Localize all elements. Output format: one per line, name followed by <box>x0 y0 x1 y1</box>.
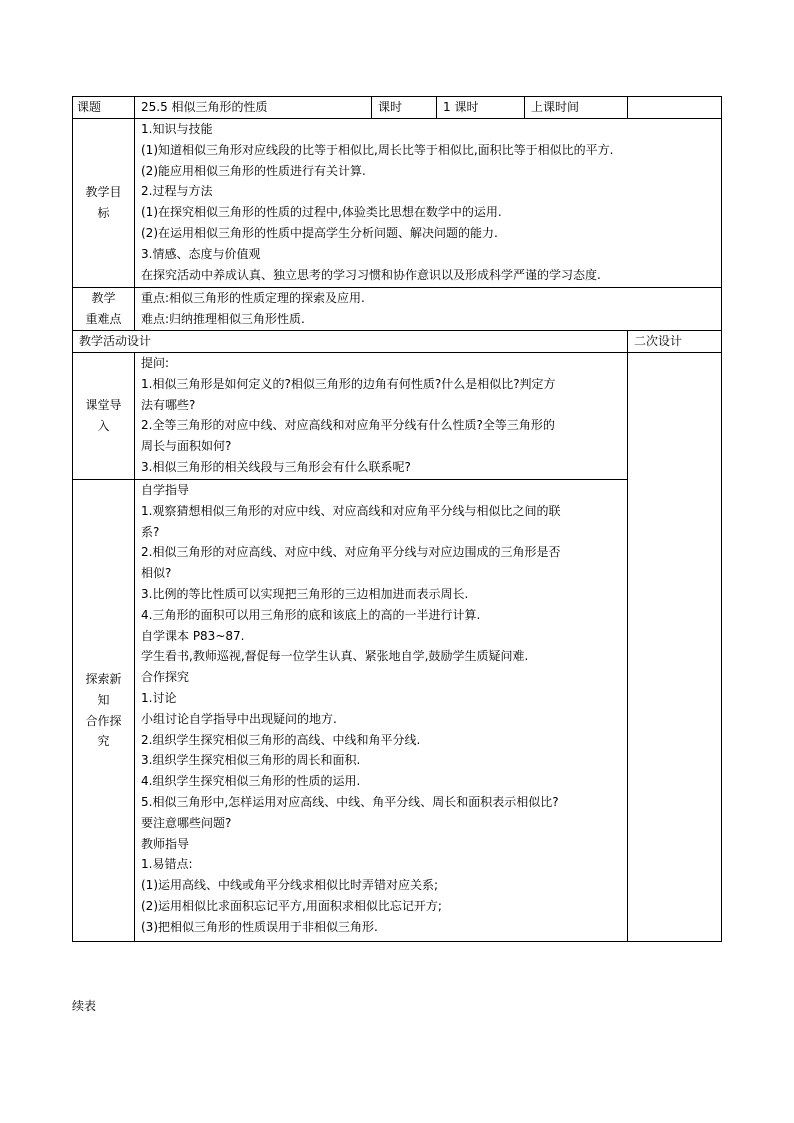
continued-label: 续表 <box>72 999 97 1013</box>
intro-label: 课堂导 入 <box>73 353 135 480</box>
explore-row <box>73 480 722 942</box>
explore-label: 探索新 知 合作探 究 <box>73 480 135 942</box>
explore-content <box>135 480 628 942</box>
explore-line: 1.观察猜想相似三角形的对应中线、对应高线和对应角平分线与相似比之间的联 <box>141 503 561 518</box>
class-time-label: 上课时间 <box>525 97 628 119</box>
objective-line: (2)在运用相似三角形的性质中提高学生分析问题、解决问题的能力. <box>141 225 498 240</box>
second-design-column <box>628 353 722 942</box>
intro-line: 周长与面积如何? <box>141 439 232 454</box>
keypoint-line: 重点:相似三角形的性质定理的探索及应用. <box>141 291 365 305</box>
explore-line: 小组讨论自学指导中出现疑问的地方. <box>141 711 337 726</box>
explore-line: 2.相似三角形的对应高线、对应中线、对应角平分线与对应边围成的三角形是否 <box>141 545 561 560</box>
activity-header-row <box>73 331 722 353</box>
objective-line: (2)能应用相似三角形的性质进行有关计算. <box>141 163 366 178</box>
class-time-value <box>628 97 722 119</box>
keypoints-row <box>73 288 722 331</box>
intro-line: 3.相似三角形的相关线段与三角形会有什么联系呢? <box>141 459 411 474</box>
explore-line: 3.组织学生探究相似三角形的周长和面积. <box>141 753 361 768</box>
objective-line: 3.情感、态度与价值观 <box>141 246 261 261</box>
explore-line: (1)运用高线、中线或角平分线求相似比时弄错对应关系; <box>141 878 439 893</box>
explore-line: 1.讨论 <box>141 690 177 705</box>
intro-row <box>73 353 722 480</box>
second-design-label: 二次设计 <box>628 331 722 353</box>
intro-line: 提问: <box>141 356 170 370</box>
objective-line: 2.过程与方法 <box>141 184 213 199</box>
header-row <box>73 97 722 119</box>
intro-content <box>135 353 628 480</box>
objective-line: (1)在探究相似三角形的性质的过程中,体验类比思想在数学中的运用. <box>141 205 502 220</box>
objectives-label: 教学目 标 <box>73 119 135 288</box>
explore-line: 2.组织学生探究相似三角形的高线、中线和角平分线. <box>141 732 421 747</box>
explore-line: 教师指导 <box>141 836 190 851</box>
explore-line: 1.易错点: <box>141 857 193 872</box>
explore-line: 5.相似三角形中,怎样运用对应高线、中线、角平分线、周长和面积表示相似比? <box>141 794 559 809</box>
explore-line: 合作探究 <box>141 670 190 685</box>
explore-line: 要注意哪些问题? <box>141 815 232 830</box>
objective-line: 在探究活动中养成认真、独立思考的学习习惯和协作意识以及形成科学严谨的学习态度. <box>141 267 601 282</box>
intro-line: 法有哪些? <box>141 397 196 412</box>
keypoints-content <box>135 288 722 331</box>
objective-line: 1.知识与技能 <box>141 122 213 136</box>
topic-value: 25.5 相似三角形的性质 <box>135 97 372 119</box>
intro-line: 2.全等三角形的对应中线、对应高线和对应角平分线有什么性质?全等三角形的 <box>141 418 555 433</box>
explore-line: 学生看书,教师巡视,督促每一位学生认真、紧张地自学,鼓励学生质疑问难. <box>141 649 529 664</box>
period-value: 1 课时 <box>437 97 525 119</box>
intro-line: 1.相似三角形是如何定义的?相似三角形的边角有何性质?什么是相似比?判定方 <box>141 376 556 391</box>
lesson-plan-table <box>72 96 722 942</box>
explore-line: 3.比例的等比性质可以实现把三角形的三边相加进而表示周长. <box>141 586 469 601</box>
explore-line: 自学课本 P83~87. <box>141 628 245 643</box>
period-label: 课时 <box>372 97 437 119</box>
objectives-row <box>73 119 722 288</box>
activity-title: 教学活动设计 <box>73 331 628 353</box>
explore-line: (3)把相似三角形的性质误用于非相似三角形. <box>141 919 378 934</box>
explore-line: 相似? <box>141 566 172 581</box>
explore-line: 4.组织学生探究相似三角形的性质的运用. <box>141 774 361 789</box>
keypoint-line: 难点:归纳推理相似三角形性质. <box>141 311 305 326</box>
objective-line: (1)知道相似三角形对应线段的比等于相似比,周长比等于相似比,面积比等于相似比的平方. <box>141 142 614 157</box>
explore-line: (2)运用相似比求面积忘记平方,用面积求相似比忘记开方; <box>141 898 442 913</box>
explore-line: 系? <box>141 524 160 539</box>
topic-label: 课题 <box>73 97 135 119</box>
objectives-content <box>135 119 722 288</box>
keypoints-label: 教学 重难点 <box>73 288 135 331</box>
explore-line: 自学指导 <box>141 483 190 497</box>
explore-line: 4.三角形的面积可以用三角形的底和该底上的高的一半进行计算. <box>141 607 481 622</box>
